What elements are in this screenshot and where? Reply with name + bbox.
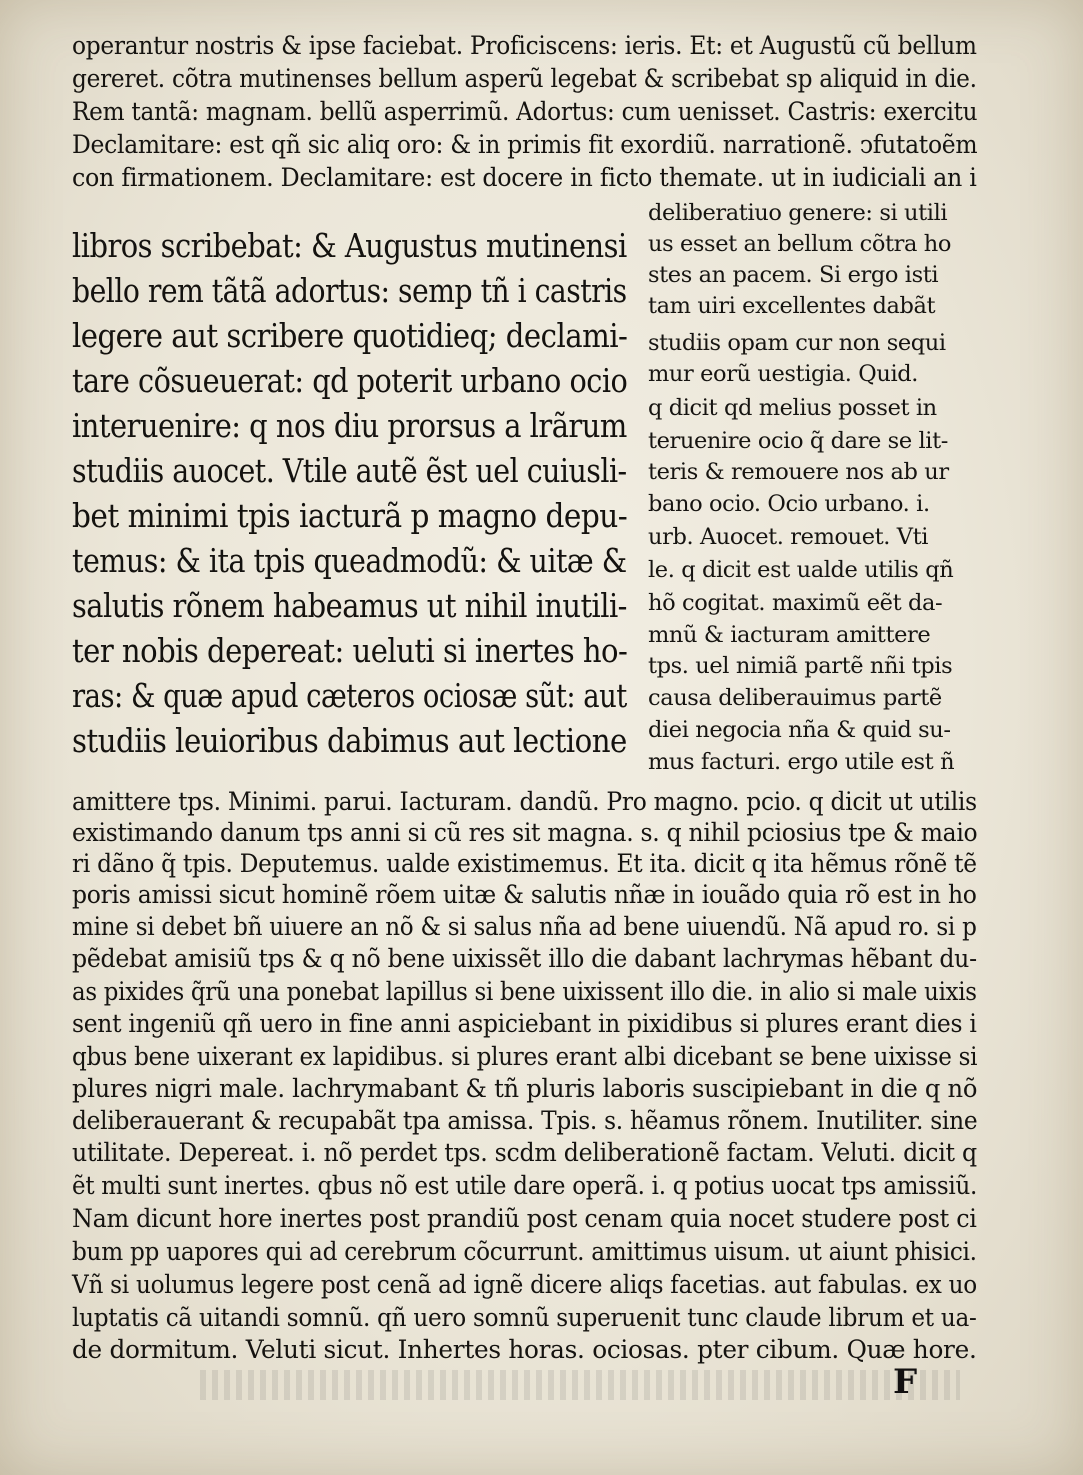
bottom-commentary-line: amittere tps. Minimi. parui. Iacturam. dandũ. Pro magno. pcio. q dicit ut utilis <box>72 787 977 817</box>
bottom-commentary-line: mine si debet bñ uiuere an nõ & si salus nña ad bene uiuendũ. Nã apud ro. si p <box>72 912 977 942</box>
bottom-commentary-line: plures nigri male. lachrymabant & tñ pluris laboris suscipiebant in die q nõ <box>72 1074 978 1104</box>
main-text-line: libros scribebat: & Augustus mutinensi <box>72 226 627 265</box>
main-text-line: ter nobis depereat: ueluti si inertes ho- <box>72 631 628 670</box>
main-text-line: bello rem tãtã adortus: semp tñ i castris <box>72 271 627 310</box>
gloss-line: le. q dicit est ualde utilis qñ <box>648 557 954 583</box>
bottom-commentary-line: as pixides q̃rũ una ponebat lapillus si bene uixissent illo die. in alio si male uixis <box>72 977 977 1007</box>
gloss-line: deliberatiuo genere: si utili <box>648 200 948 226</box>
main-text-line: studiis auocet. Vtile autẽ ẽst uel cuiusli- <box>72 451 627 490</box>
gloss-line: bano ocio. Ocio urbano. i. <box>648 491 930 517</box>
main-text-line: studiis leuioribus dabimus aut lectione <box>72 721 627 760</box>
gloss-line: mnũ & iacturam amittere <box>648 622 931 648</box>
bottom-commentary-line: poris amissi sicut hominẽ rõem uitæ & salutis nñæ in iouãdo quia rõ est in ho <box>72 880 977 910</box>
gloss-line: causa deliberauimus partẽ <box>648 685 942 711</box>
bottom-commentary-line: deliberauerant & recupabãt tpa amissa. Tpis. s. hẽamus rõnem. Inutiliter. sine <box>72 1106 978 1136</box>
main-text-line: temus: & ita tpis queadmodũ: & uitæ & <box>72 541 627 580</box>
bottom-commentary-line: existimando danum tps anni si cũ res sit magna. s. q nihil pciosius tpe & maio <box>72 818 978 848</box>
main-text-line: tare cõsueuerat: qd poterit urbano ocio <box>72 361 628 400</box>
top-commentary-line: Declamitare: est qñ sic aliq oro: & in primis fit exordiũ. narrationẽ. ↄfutatoẽm <box>72 130 978 160</box>
gloss-line: stes an pacem. Si ergo isti <box>648 262 939 288</box>
bottom-commentary-line: ẽt multi sunt inertes. qbus nõ est utile dare operã. i. q potius uocat tps amissiũ. <box>72 1171 978 1201</box>
main-text-line: interuenire: q nos diu prorsus a lrãrum <box>72 406 627 445</box>
top-commentary-line: operantur nostris & ipse faciebat. Proficiscens: ieris. Et: et Augustũ cũ bellum <box>72 31 977 61</box>
gloss-line: q dicit qd melius posset in <box>648 395 937 421</box>
bottom-commentary-line: Vñ si uolumus legere post cenã ad ignẽ dicere aliqs facetias. aut fabulas. ex uo <box>72 1270 977 1300</box>
main-text-line: ras: & quæ apud cæteros ociosæ sũt: aut <box>72 676 627 715</box>
gloss-line: tam uiri excellentes dabãt <box>648 293 936 319</box>
signature-mark: F <box>893 1362 918 1402</box>
gloss-line: diei negocia nña & quid su- <box>648 717 951 743</box>
gloss-line: mus facturi. ergo utile est ñ <box>648 749 955 775</box>
bottom-commentary-line: utilitate. Depereat. i. nõ perdet tps. scdm deliberationẽ factam. Veluti. dicit q <box>72 1138 977 1168</box>
main-text-line: legere aut scribere quotidieq; declami- <box>72 316 628 355</box>
gloss-line: hõ cogitat. maximũ eẽt da- <box>648 590 943 616</box>
gloss-line: tps. uel nimiã partẽ nñi tpis <box>648 653 953 679</box>
top-commentary-line: con firmationem. Declamitare: est docere in ficto themate. ut in iudiciali an i <box>72 163 977 193</box>
top-commentary-line: Rem tantã: magnam. bellũ asperrimũ. Adortus: cum uenisset. Castris: exercitu <box>72 97 978 127</box>
bottom-commentary-line: Nam dicunt hore inertes post prandiũ post cenam quia nocet studere post ci <box>72 1204 977 1234</box>
bottom-commentary-line: qbus bene uixerant ex lapidibus. si plures erant albi dicebant se bene uixisse si <box>72 1042 978 1072</box>
main-text-line: salutis rõnem habeamus ut nihil inutili- <box>72 586 627 625</box>
bottom-commentary-line: luptatis cã uitandi somnũ. qñ uero somnũ superuenit tunc claude librum et ua- <box>72 1303 977 1333</box>
bottom-commentary-line: sent ingeniũ qñ uero in fine anni aspiciebant in pixidibus si plures erant dies i <box>72 1009 977 1039</box>
bottom-commentary-line: pẽdebat amisiũ tps & q nõ bene uixissẽt illo die dabant lachrymas hẽbant du- <box>72 944 977 974</box>
bottom-commentary-line: ri dãno q̃ tpis. Deputemus. ualde existimemus. Et ita. dicit q ita hẽmus rõnẽ tẽ <box>72 849 977 879</box>
show-through-ink <box>200 1370 960 1400</box>
gloss-line: teris & remouere nos ab ur <box>648 459 949 485</box>
gloss-line: us esset an bellum cõtra ho <box>648 231 952 257</box>
top-commentary-line: gereret. cõtra mutinenses bellum asperũ legebat & scribebat sp aliquid in die. <box>72 64 977 94</box>
main-text-line: bet minimi tpis iacturã p magno depu- <box>72 496 628 535</box>
gloss-line: mur eorũ uestigia. Quid. <box>648 361 918 387</box>
bottom-commentary-line: bum pp uapores qui ad cerebrum cõcurrunt. amittimus uisum. ut aiunt phisici. <box>72 1237 977 1267</box>
gloss-line: studiis opam cur non sequi <box>648 330 946 356</box>
bottom-commentary-line: de dormitum. Veluti sicut. Inhertes horas. ociosas. pter cibum. Quæ hore. <box>72 1335 977 1365</box>
gloss-line: teruenire ocio q̃ dare se lit- <box>648 428 948 454</box>
gloss-line: urb. Auocet. remouet. Vti <box>648 524 929 550</box>
